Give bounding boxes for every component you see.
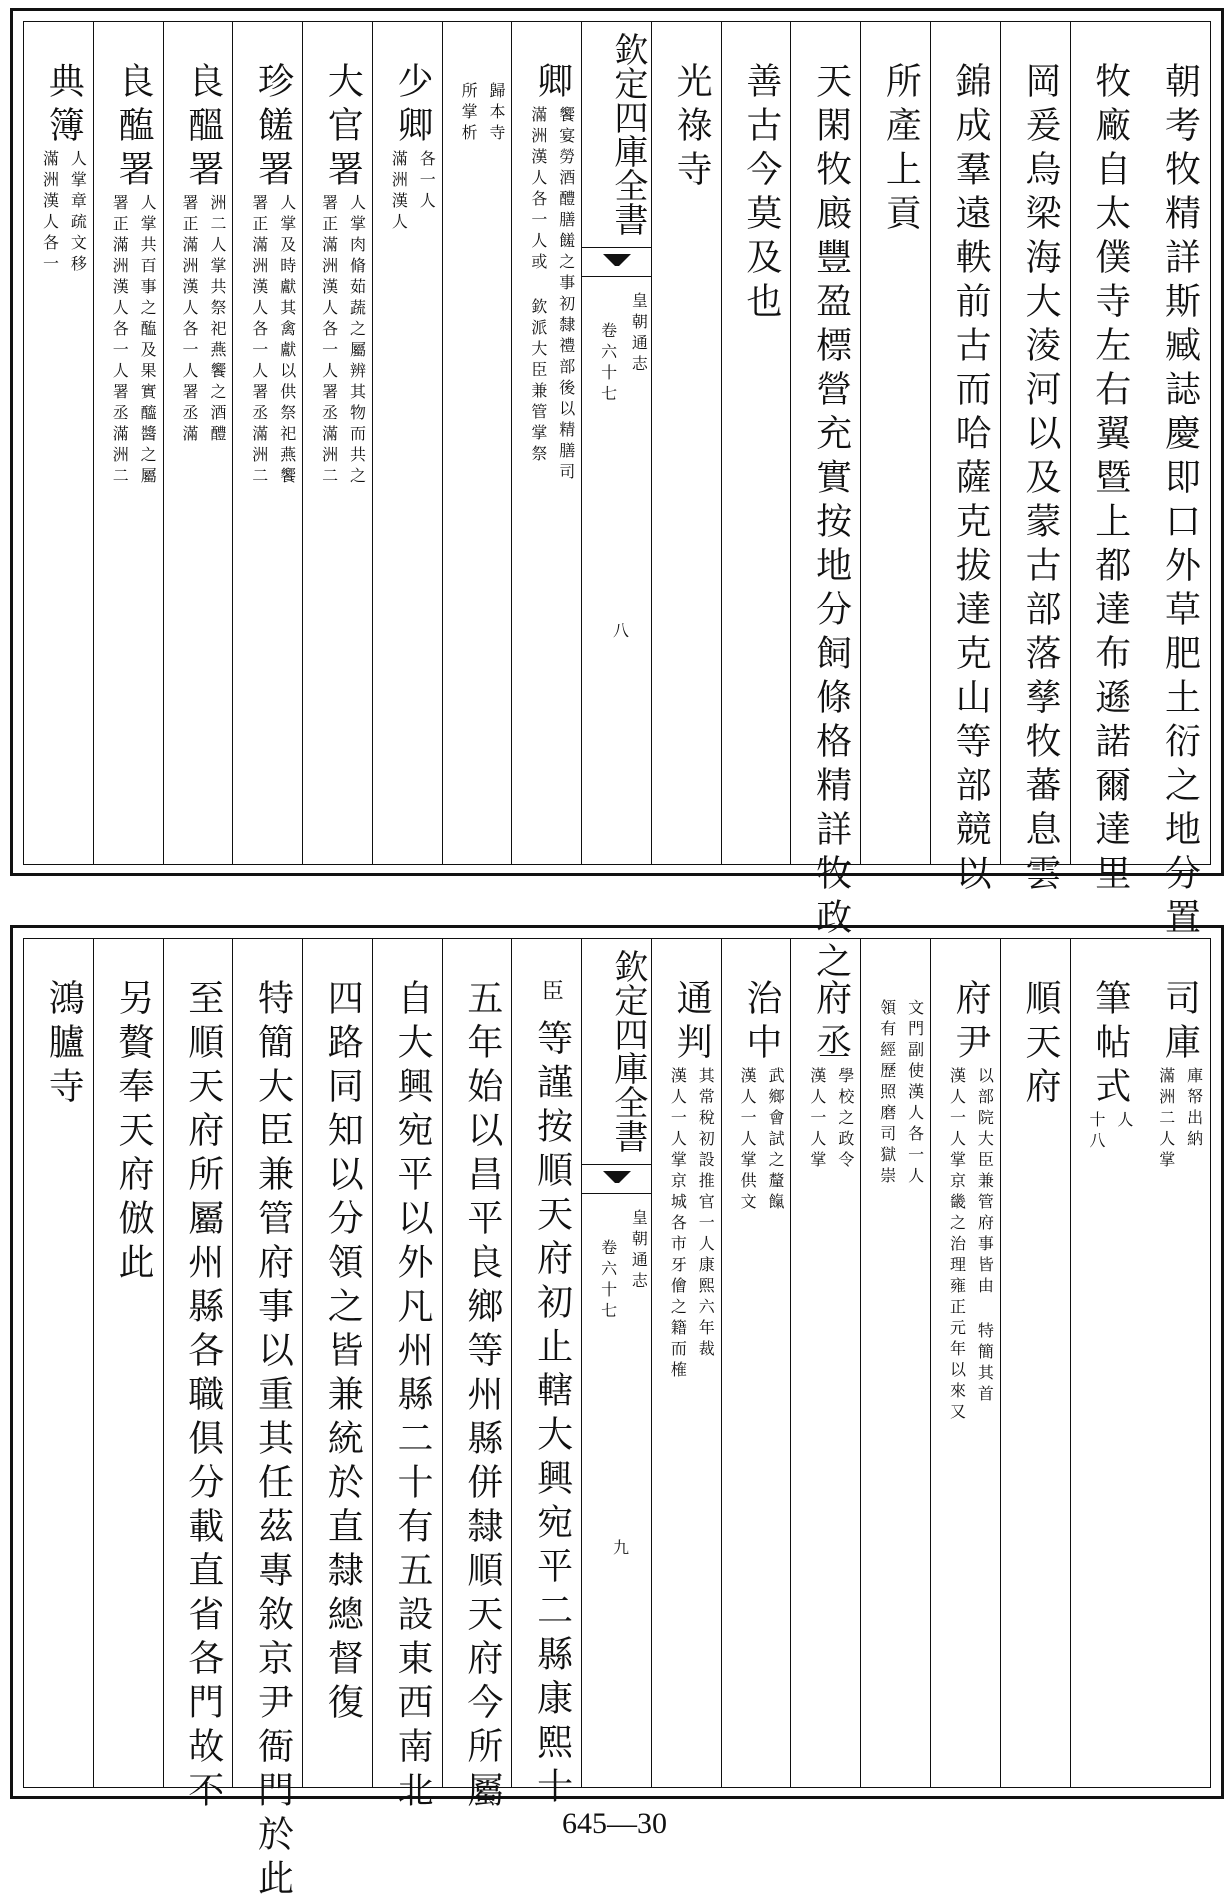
top-col14-main: 良醞署 xyxy=(182,62,224,194)
bottom-col1-note_a: 十八 xyxy=(1086,1111,1106,1153)
top-col12-note_a: 署正滿洲漢人各一人署丞滿洲二 xyxy=(319,194,339,488)
bottom-column-3 xyxy=(930,939,1001,1787)
bottom-column-13 xyxy=(232,939,303,1903)
top-col2-text: 岡爰烏梁海大淩河以及蒙古部落孳牧蕃息雲 xyxy=(1019,62,1061,898)
bottom-col3-main: 府尹 xyxy=(950,979,992,1067)
top-col7-text: 光祿寺 xyxy=(671,62,713,194)
bottom-column-0 xyxy=(1140,939,1210,1787)
bottom-col0-main: 司庫 xyxy=(1159,979,1201,1067)
bottom-col5-note_b: 學校之政令 xyxy=(835,1067,855,1172)
top-column-10 xyxy=(442,22,513,864)
top-col15-note_b: 人掌共百事之醢及果實醯醬之屬 xyxy=(138,194,158,488)
bottom-column-5 xyxy=(790,939,861,1787)
top-col13-note_a: 署正滿洲漢人各一人署丞滿洲二 xyxy=(249,194,269,488)
bottom-col6-note_a: 漢人一人掌供文 xyxy=(738,1067,758,1214)
bottom-book-title: 欽定四庫全書 xyxy=(607,949,648,1153)
top-column-8 xyxy=(581,22,652,864)
bottom-column-7 xyxy=(651,939,722,1787)
top-column-15 xyxy=(93,22,164,864)
top-col9-main: 卿 xyxy=(531,62,573,106)
top-column-12 xyxy=(302,22,373,864)
bottom-col13-text: 特簡大臣兼管府事以重其任茲專敘京尹衙門於此 xyxy=(252,979,294,1903)
top-column-11 xyxy=(372,22,443,864)
top-col10-note_b: 歸本寺 xyxy=(487,82,506,145)
top-column-4 xyxy=(860,22,931,864)
top-col13-note_b: 人掌及時獻其禽獻以供祭祀燕饗 xyxy=(277,194,297,488)
top-col15-note_a: 署正滿洲漢人各一人署丞滿洲二 xyxy=(110,194,130,488)
top-col16-main: 典簿 xyxy=(43,62,85,150)
bottom-column-10 xyxy=(442,939,513,1815)
top-column-13 xyxy=(232,22,303,864)
bottom-col7-main: 通判 xyxy=(671,979,713,1067)
top-book-title: 欽定四庫全書 xyxy=(607,32,648,236)
bottom-col6-main: 治中 xyxy=(740,979,782,1067)
top-running-header: 皇朝通志 xyxy=(629,292,649,376)
bottom-volume-label: 卷六十七 xyxy=(598,1239,618,1323)
bottom-column-9 xyxy=(511,939,582,1811)
top-col14-note_b: 洲二人掌共祭祀燕饗之酒醴 xyxy=(207,194,227,446)
top-col15-main: 良醢署 xyxy=(112,62,154,194)
bottom-column-15 xyxy=(93,939,164,1787)
bottom-col16-text: 鴻臚寺 xyxy=(43,979,85,1111)
bottom-column-1 xyxy=(1070,939,1141,1787)
top-col11-main: 少卿 xyxy=(392,62,434,150)
bottom-col15-text: 另贅奉天府倣此 xyxy=(112,979,154,1287)
bottom-col9-main: 等謹按順天府初止轄大興宛平二縣康熙十 xyxy=(531,1019,573,1811)
bottom-column-12 xyxy=(302,939,373,1787)
bottom-col3-note_a: 漢人一人掌京畿之治理雍正元年以來又 xyxy=(947,1067,967,1424)
bottom-column-14 xyxy=(163,939,234,1815)
bottom-col9-note_a: 臣 xyxy=(538,979,564,1007)
bottom-col2-text: 順天府 xyxy=(1019,979,1061,1111)
top-col13-main: 珍饈署 xyxy=(252,62,294,194)
bottom-column-16 xyxy=(23,939,94,1787)
fish-tail-mark xyxy=(582,247,652,277)
bottom-column-6 xyxy=(721,939,792,1787)
bottom-column-8 xyxy=(581,939,652,1787)
fish-tail-mark xyxy=(582,1164,652,1194)
bottom-col0-note_b: 庫帑出納 xyxy=(1184,1067,1204,1151)
bottom-col1-main: 筆帖式 xyxy=(1089,979,1131,1111)
top-col6-text: 善古今莫及也 xyxy=(740,62,782,326)
bottom-col7-note_b: 其常稅初設推官一人康熙六年裁 xyxy=(696,1067,716,1361)
top-col1-text: 牧廠自太僕寺左右翼暨上都達布遜諾爾達里 xyxy=(1089,62,1131,898)
top-folio-number: 八 xyxy=(610,622,630,643)
top-column-9 xyxy=(511,22,582,864)
top-column-7 xyxy=(651,22,722,864)
bottom-folio-number: 九 xyxy=(610,1539,630,1560)
top-col9-note_a: 滿洲漢人各一人或 欽派大臣兼管掌祭 xyxy=(528,106,548,466)
top-col5-text: 天閑牧廄豐盈標營充實按地分飼條格精詳牧政之 xyxy=(810,62,852,986)
bottom-col4-note_b: 文門副使漢人各一人 xyxy=(905,999,925,1188)
bottom-col1-note_b: 人 xyxy=(1114,1111,1134,1132)
top-col0-text: 朝考牧精詳斯臧誌慶即口外草肥土衍之地分置 xyxy=(1159,62,1201,942)
top-col12-note_b: 人掌肉脩茹蔬之屬辨其物而共之 xyxy=(347,194,367,488)
top-col12-main: 大官署 xyxy=(322,62,364,194)
bottom-col3-note_b: 以部院大臣兼管府事皆由 特簡其首 xyxy=(975,1067,995,1406)
top-col16-note_b: 人掌章疏文移 xyxy=(68,150,88,276)
top-col16-note_a: 滿洲漢人各一 xyxy=(40,150,60,276)
top-col9-note_b: 饗宴勞酒醴膳饈之事初隸禮部後以精膳司 xyxy=(556,106,576,484)
top-column-16 xyxy=(23,22,94,864)
top-col3-text: 錦成羣遠軼前古而哈薩克拔達克山等部競以 xyxy=(950,62,992,898)
top-column-5 xyxy=(790,22,861,986)
bottom-column-2 xyxy=(1000,939,1071,1787)
bottom-col10-text: 五年始以昌平良鄉等州縣併隸順天府今所屬 xyxy=(461,979,503,1815)
bottom-col5-note_a: 漢人一人掌 xyxy=(807,1067,827,1172)
bottom-column-11 xyxy=(372,939,443,1815)
bottom-col14-text: 至順天府所屬州縣各職俱分載直省各門故不 xyxy=(182,979,224,1815)
top-column-6 xyxy=(721,22,792,864)
bottom-col5-main: 府丞 xyxy=(810,979,852,1067)
top-column-14 xyxy=(163,22,234,864)
page-number: 645—30 xyxy=(562,1807,667,1840)
bottom-col12-text: 四路同知以分領之皆兼統於直隸總督復 xyxy=(322,979,364,1727)
bottom-col7-note_a: 漢人一人掌京城各市牙儈之籍而榷 xyxy=(668,1067,688,1382)
bottom-col4-note_a: 領有經歷照磨司獄崇 xyxy=(877,999,897,1188)
bottom-col6-note_b: 武鄉會試之釐餼 xyxy=(766,1067,786,1214)
top-col4-text: 所產上貢 xyxy=(880,62,922,238)
bottom-col11-text: 自大興宛平以外凡州縣二十有五設東西南北 xyxy=(392,979,434,1815)
top-col11-note_b: 各一人 xyxy=(417,150,437,213)
upper-page xyxy=(10,8,1224,986)
top-column-2 xyxy=(1000,22,1071,898)
top-col11-note_a: 滿洲漢人 xyxy=(389,150,409,234)
top-col14-note_a: 署正滿洲漢人各一人署丞滿 xyxy=(180,194,200,446)
bottom-col0-note_a: 滿洲二人掌 xyxy=(1156,1067,1176,1172)
top-column-0 xyxy=(1140,22,1210,942)
top-column-1 xyxy=(1070,22,1141,898)
top-volume-label: 卷六十七 xyxy=(598,322,618,406)
top-column-3 xyxy=(930,22,1001,898)
top-col10-note_a: 所掌析 xyxy=(459,82,479,145)
bottom-running-header: 皇朝通志 xyxy=(629,1209,649,1293)
bottom-column-4 xyxy=(860,939,931,1787)
upper-page-frame xyxy=(23,21,1211,986)
